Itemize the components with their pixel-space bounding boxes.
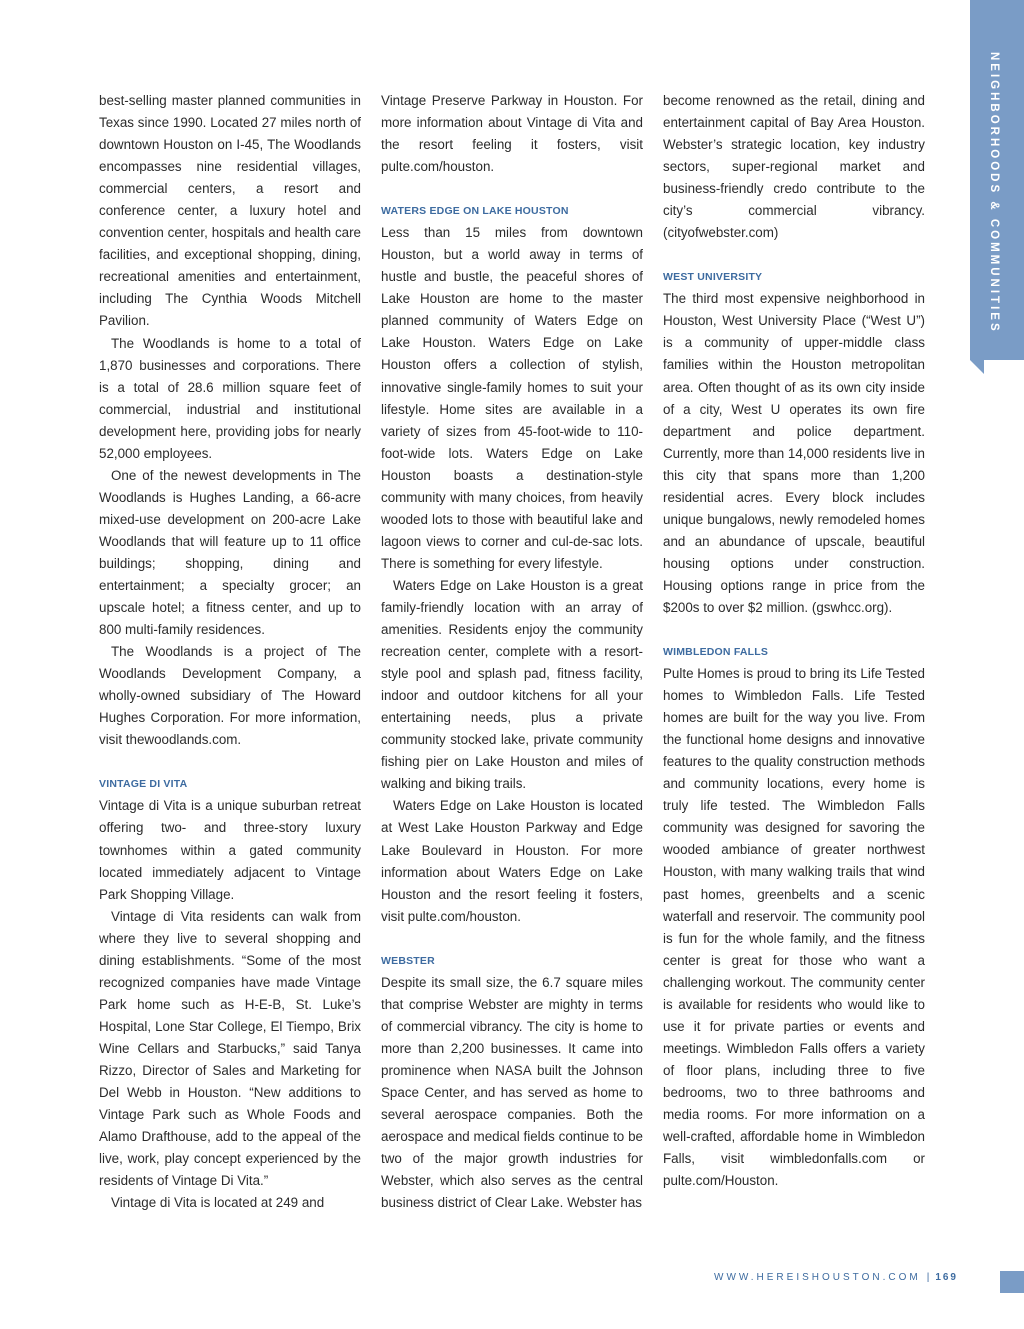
paragraph: Despite its small size, the 6.7 square miles that comprise Webster are mighty in terms of commercial vibrancy. The city is home to more than 2,200 businesses. It came into prominence when NASA built the Johnson Space Center, and has served as home to several aerospace companies. Both the aerospace and medical fields continue to be two of the major growth industries for Webster, which also serves as the central business district of Clear Lake. Webster has [381,974,643,1211]
heading-webster: WEBSTER [381,954,435,967]
paragraph: Less than 15 miles from downtown Houston, but a world away in terms of hustle and bustle, the peaceful shores of Lake Houston are home to the master planned community of Waters Edge on Lake Houston. Waters Edge on Lake Houston offers a collection of stylish, innovative single-family homes to suit your lifestyle. Home sites are available in a variety of sizes from 45-foot-wide to 110-foot-wide lots. Waters Edge on Lake Houston boasts a destination-style community with many choices, from heavily wooded lots to those with beautiful lake and lagoon views to corner and cul-de-sac lots. There is something for every lifestyle. [381,225,643,571]
paragraph: The Woodlands is a project of The Woodlands Development Company, a wholly-owned subsidiary of The Howard Hughes Corporation. For more information, visit thewoodlands.com. [99,644,361,748]
heading-west-university: WEST UNIVERSITY [663,271,763,284]
corner-marker [1000,1271,1024,1293]
page-number: 169 [935,1272,958,1283]
paragraph: Waters Edge on Lake Houston is a great family-friendly location with an array of amenities. Residents enjoy the community recreation center, complete with a resort-style pool and splash pad, fitness facility, indoor and outdoor kitchens for all your entertaining needs, plus a private community stocked lake, private community fishing pier on Lake Houston and miles of walking and biking trails. [381,577,643,792]
paragraph: The third most expensive neighborhood in Houston, West University Place (“West U”) is a community of upper-middle class families within the Houston metropolitan area. Often thought of as its own city inside of a city, West U operates its own fire department and police department. Currently, more than 14,000 residents live in this city that spans more than 1,200 residential acres. Every block includes unique bungalows, newly remodeled homes and an abundance of upscale, beautiful housing options under construction. Housing options range in price from the $200s to over $2 million. (gswhcc.org). [663,291,925,615]
column-3 [663,90,925,1192]
paragraph: The Woodlands is home to a total of 1,870 businesses and corporations. There is a total of 28.6 million square feet of commercial, industrial and institutional development here, providing jobs for nearly 52,000 employees. [99,335,361,461]
page-footer [600,1272,958,1283]
section-tab [970,0,1024,360]
paragraph: Vintage di Vita is located at 249 and [111,1195,325,1211]
section-tab-label: NEIGHBORHOODS & COMMUNITIES [988,52,1000,334]
paragraph: Pulte Homes is proud to bring its Life Tested homes to Wimbledon Falls. Life Tested homes are built for the way you live. From the functional home designs and innovative features to the quality construction methods and community locations, every home is truly life tested. The Wimbledon Falls community was designed for savoring the wooded ambiance of greater northwest Houston, with many walking trails that wind past homes, greenbelts and a scenic waterfall and reservoir. The community pool is fun for the whole family, and the fitness center is great for those who want a challenging workout. The community center is available for residents who would like to use it for private parties or events and meetings. Wimbledon Falls offers a variety of floor plans, including three to five bedrooms, two to three bathrooms and media rooms. For more information on a well-crafted, affordable home in Wimbledon Falls, visit wimbledonfalls.com or pulte.com/Houston. [663,666,925,1189]
paragraph: best-selling master planned communities in Texas since 1990. Located 27 miles north of downtown Houston on I-45, The Woodlands encompasses nine residential villages, commercial centers, a resort and conference center, a luxury hotel and convention center, hospitals and health care facilities, and exceptional shopping, dining, recreational amenities and entertainment, including The Cynthia Woods Mitchell Pavilion. [99,93,361,329]
heading-waters-edge: WATERS EDGE ON LAKE HOUSTON [381,205,569,218]
paragraph: Vintage di Vita is a unique suburban retreat offering two- and three-story luxury townhomes within a gated community located immediately adjacent to Vintage Park Shopping Village. [99,798,361,902]
footer-url[interactable]: WWW.HEREISHOUSTON.COM [714,1272,921,1283]
heading-wimbledon-falls: WIMBLEDON FALLS [663,646,769,659]
footer-separator: | [926,1272,930,1283]
spacer [381,928,643,950]
paragraph: become renowned as the retail, dining and entertainment capital of Bay Area Houston. Webster’s strategic location, key industry sectors, super-regional market and business-friendly credo contribute to the city’s commercial vibrancy. (cityofwebster.com) [663,93,925,241]
spacer [663,244,925,266]
heading-vintage-di-vita: VINTAGE DI VITA [99,778,188,791]
column-2 [381,90,643,1214]
paragraph: Vintage di Vita residents can walk from where they live to several shopping and dining establishments. “Some of the most recognized companies have made Vintage Park home such as H-E-B, St. Luke’s Hospital, Lone Star College, El Tiempo, Brix Wine Cellars and Starbucks,” said Tanya Rizzo, Director of Sales and Marketing for Del Webb in Houston. “New additions to Vintage Park such as Whole Foods and Alamo Drafthouse, add to the appeal of the live, work, play concept experienced by the residents of Vintage Di Vita.” [99,908,361,1189]
paragraph: Waters Edge on Lake Houston is located at West Lake Houston Parkway and Edge Lake Boulevard in Houston. For more information about Waters Edge on Lake Houston and the resort feeling it fosters, visit pulte.com/houston. [381,798,643,924]
spacer [99,751,361,773]
spacer [663,619,925,641]
spacer [381,178,643,200]
paragraph: One of the newest developments in The Woodlands is Hughes Landing, a 66-acre mixed-use development on 200-acre Lake Woodlands that will feature up to 11 office buildings; shopping, dining and entertainment; a specialty grocer; an upscale hotel; a fitness center, and up to 800 multi-family residences. [99,467,361,638]
column-1 [99,90,361,1214]
paragraph: Vintage Preserve Parkway in Houston. For more information about Vintage di Vita and the resort feeling it fosters, visit pulte.com/houston. [381,93,643,175]
